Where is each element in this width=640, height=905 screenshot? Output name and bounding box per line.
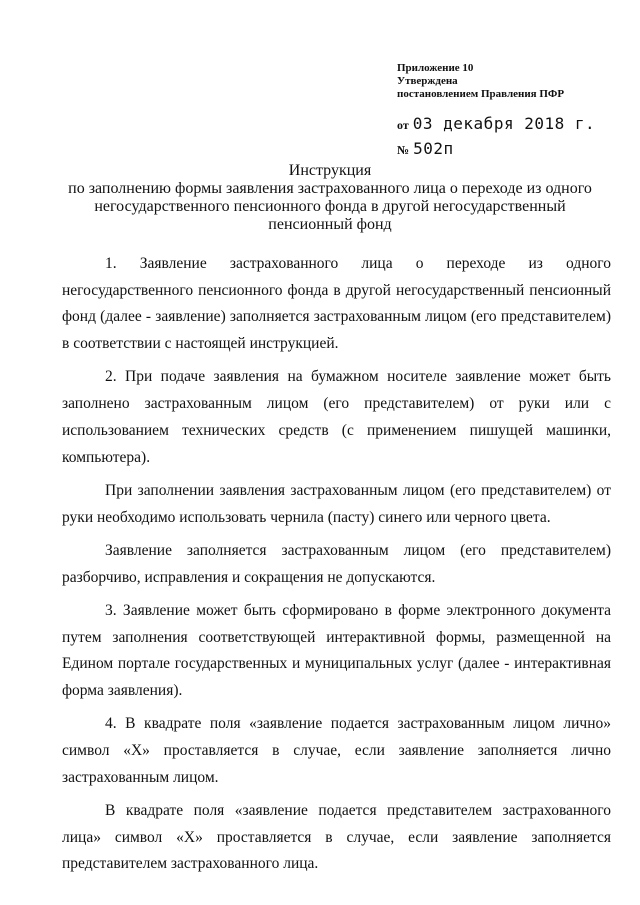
paragraph-2a: При заполнении заявления застрахованным лицом (его представителем) от руки необходимо использовать чернила (пасту) синего или черного цвета.: [62, 481, 611, 526]
approved-label: Утверждена: [397, 75, 458, 87]
approval-block: [397, 62, 564, 101]
date-value: 03 декабря 2018 г.: [412, 114, 596, 133]
date-prefix: от: [397, 118, 409, 132]
number-prefix: №: [397, 143, 410, 157]
paragraph-4: 4. В квадрате поля «заявление подается застрахованным лицом лично» символ «X» проставляется в случае, если заявление заполняется лично застрахованным лицом.: [62, 715, 611, 786]
paragraph-1: 1. Заявление застрахованного лица о переходе из одного негосударственного пенсионного фонда в другой негосударственный пенсионный фонд (далее - заявление) заполняется застрахованным лицом (его представителем) в соответствии с настоящей инструкцией.: [62, 255, 611, 353]
resolution-number: [397, 139, 454, 158]
approved-by-label: постановлением Правления ПФР: [397, 88, 565, 100]
paragraph-4a: В квадрате поля «заявление подается представителем застрахованного лица» символ «X» проставляется в случае, если заявление заполняется представителем застрахованного лица.: [62, 801, 611, 873]
title-subtitle: по заполнению формы заявления застрахованного лица о переходе из одного негосударственного пенсионного фонда в другой негосударственный пенсионный фонд: [68, 180, 592, 233]
resolution-date: [397, 114, 595, 133]
document-title: [60, 162, 600, 234]
paragraph-3: 3. Заявление может быть сформировано в форме электронного документа путем заполнения соответствующей интерактивной формы, размещенной на Едином портале государственных и муниципальных услуг (далее - интерактивная форма заявления).: [62, 601, 611, 699]
number-value: 502п: [413, 139, 454, 158]
paragraph-2b: Заявление заполняется застрахованным лицом (его представителем) разборчиво, исправления и сокращения не допускаются.: [62, 541, 611, 586]
instruction-body: [62, 251, 611, 885]
title-main: Инструкция: [288, 162, 372, 179]
paragraph-2: 2. При подаче заявления на бумажном носителе заявление может быть заполнено застрахованным лицом (его представителем) от руки или с использованием технических средств (с применением пишущей машинки, компьютера).: [62, 368, 611, 466]
appendix-label: Приложение 10: [397, 62, 474, 74]
